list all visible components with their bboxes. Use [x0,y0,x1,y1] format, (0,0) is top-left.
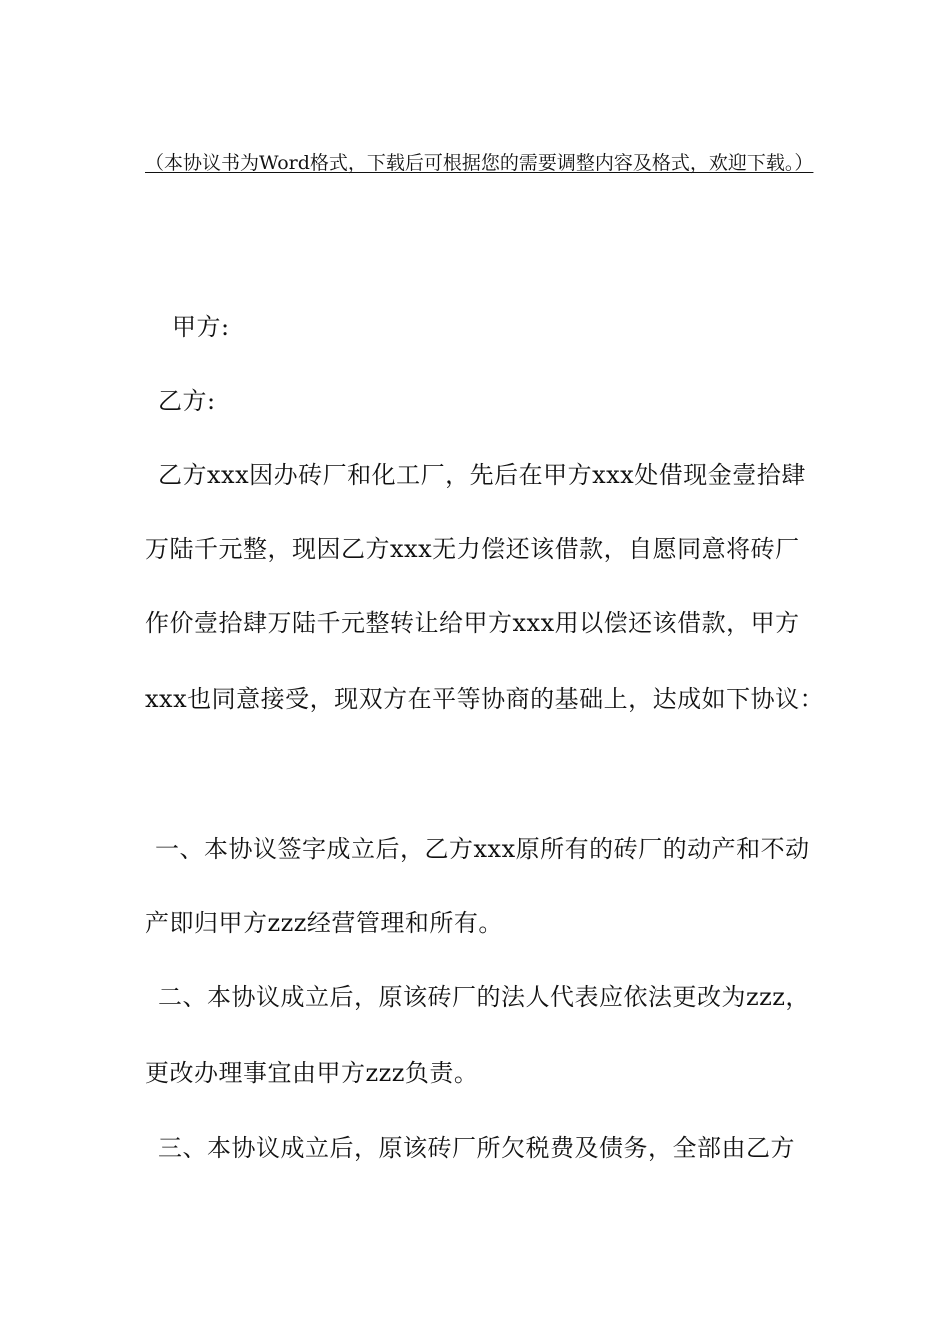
clause-1-line-2: 产即归甲方zzz经营管理和所有。 [145,909,503,937]
clause-3-line-1: 三、本协议成立后，原该砖厂所欠税费及债务，全部由乙方 [158,1134,795,1162]
format-note: （本协议书为Word格式，下载后可根据您的需要调整内容及格式，欢迎下载。） [145,152,814,174]
intro-line-1: 乙方xxx因办砖厂和化工厂，先后在甲方xxx处借现金壹拾肆 [158,461,806,489]
clause-1-line-1: 一、本协议签字成立后，乙方xxx原所有的砖厂的动产和不动 [155,835,810,863]
intro-line-4: xxx也同意接受，现双方在平等协商的基础上，达成如下协议： [145,685,825,713]
party-b-label: 乙方: [158,387,216,415]
clause-2-line-1: 二、本协议成立后，原该砖厂的法人代表应依法更改为zzz， [158,983,810,1011]
intro-line-3: 作价壹拾肆万陆千元整转让给甲方xxx用以偿还该借款，甲方 [145,609,800,637]
clause-2-line-2: 更改办理事宜由甲方zzz负责。 [145,1059,479,1087]
intro-line-2: 万陆千元整，现因乙方xxx无力偿还该借款，自愿同意将砖厂 [145,535,800,563]
party-a-label: 甲方: [172,313,230,341]
